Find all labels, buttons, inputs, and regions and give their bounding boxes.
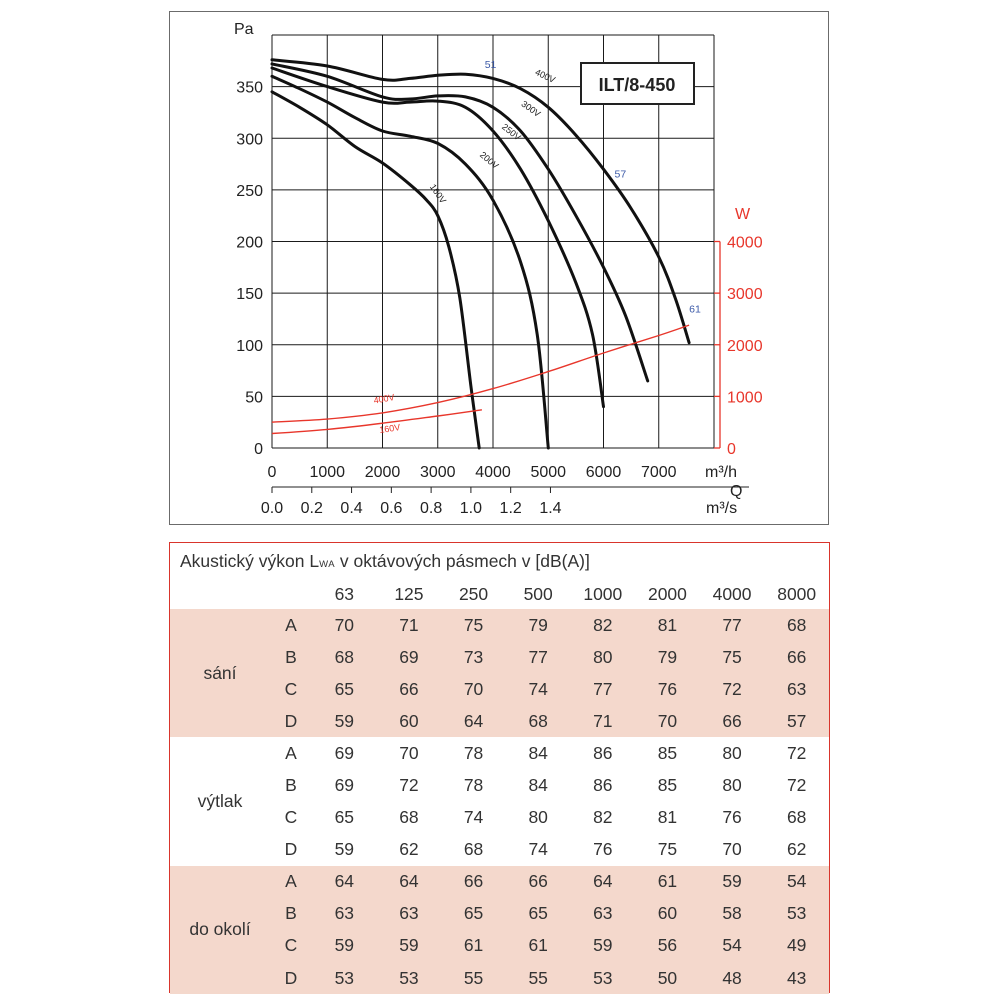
table-cell: 75 [657, 839, 678, 860]
x-tick-label-m3h: 3000 [419, 464, 456, 481]
table-cell: 53 [764, 898, 829, 930]
frequency-header: 8000 [777, 583, 817, 604]
frequency-header: 4000 [712, 583, 752, 604]
sound-level-marker: 57 [614, 168, 627, 181]
table-cell: 49 [764, 930, 829, 962]
y-tick-label-pa: 200 [236, 234, 263, 252]
table-cell: 79 [635, 641, 700, 673]
fan-performance-chart [170, 12, 828, 524]
row-letter: B [270, 898, 312, 930]
table-cell: 61 [635, 866, 700, 898]
table-cell: 72 [399, 775, 419, 796]
table-cell: 78 [463, 775, 484, 796]
y-tick-label-w: 0 [727, 441, 736, 458]
table-cell: 74 [506, 673, 571, 705]
table-cell: 76 [635, 673, 700, 705]
x-tick-label-m3s: 0.4 [340, 500, 363, 517]
table-cell: 53 [571, 962, 636, 994]
frequency-header-row [170, 579, 829, 609]
x-tick-label-m3h: 0 [267, 464, 277, 481]
table-cell: 64 [441, 705, 506, 737]
table-cell: 74 [463, 807, 484, 828]
caption-suffix: v oktávových pásmech v [dB(A)] [335, 551, 590, 571]
table-cell: 68 [764, 609, 829, 641]
y-tick-label-pa: 350 [236, 79, 263, 97]
table-cell: 57 [764, 705, 829, 737]
table-cell: 70 [399, 742, 419, 763]
acoustic-table-caption [180, 551, 590, 572]
table-cell: 70 [635, 705, 700, 737]
pressure-curve-label: 160V [427, 182, 449, 206]
table-cell: 61 [506, 930, 571, 962]
table-cell: 77 [506, 641, 571, 673]
table-cell: 55 [441, 962, 506, 994]
table-cell: 82 [593, 807, 613, 828]
chart-panel [169, 11, 829, 525]
row-letter: C [270, 930, 312, 962]
table-cell: 54 [764, 866, 829, 898]
table-cell: 60 [635, 898, 700, 930]
table-cell: 53 [377, 962, 442, 994]
table-row [170, 737, 829, 769]
table-cell: 85 [657, 742, 678, 763]
table-cell: 63 [571, 898, 636, 930]
frequency-header: 500 [523, 583, 553, 604]
header-spacer [170, 579, 270, 609]
table-cell: 80 [571, 641, 636, 673]
table-cell: 68 [399, 807, 419, 828]
table-cell: 86 [593, 742, 613, 763]
table-cell: 66 [506, 866, 571, 898]
table-cell: 72 [786, 742, 807, 763]
table-cell: 73 [441, 641, 506, 673]
table-cell: 72 [700, 673, 765, 705]
table-row [170, 609, 829, 641]
x-tick-label-m3h: 5000 [530, 464, 567, 481]
table-cell: 76 [593, 839, 613, 860]
row-letter: C [284, 807, 298, 828]
table-cell: 81 [657, 807, 678, 828]
frequency-header: 1000 [583, 583, 623, 604]
table-cell: 71 [377, 609, 442, 641]
x-tick-label-m3s: 0.2 [300, 500, 323, 517]
table-cell: 59 [377, 930, 442, 962]
x-axis-letter-q: Q [730, 483, 743, 500]
row-letter: D [284, 839, 298, 860]
table-cell: 74 [528, 839, 548, 860]
table-cell: 54 [700, 930, 765, 962]
table-cell: 70 [312, 609, 377, 641]
y-tick-label-pa: 300 [236, 131, 263, 149]
group-label: výtlak [197, 791, 243, 812]
table-cell: 69 [377, 641, 442, 673]
caption-prefix: Akustický výkon L [180, 551, 320, 571]
table-cell: 80 [722, 742, 742, 763]
x-tick-label-m3s: 0.8 [419, 500, 443, 517]
table-cell: 75 [441, 609, 506, 641]
table-cell: 59 [312, 930, 377, 962]
y-tick-label-w: 2000 [727, 337, 763, 355]
table-cell: 65 [334, 807, 355, 828]
y-tick-label-pa: 150 [236, 286, 263, 304]
x-tick-label-m3s: 1.4 [539, 500, 562, 517]
table-cell: 55 [506, 962, 571, 994]
table-cell: 85 [657, 775, 678, 796]
table-cell: 43 [764, 962, 829, 994]
header-spacer [270, 579, 312, 609]
frequency-header: 2000 [647, 583, 687, 604]
table-cell: 80 [528, 807, 548, 828]
group-label: sání [170, 609, 270, 737]
table-cell: 82 [571, 609, 636, 641]
x-tick-label-m3s: 1.2 [499, 500, 522, 517]
power-curve-label: 400V [372, 392, 396, 406]
y-tick-label-pa: 100 [236, 337, 263, 355]
y-axis-unit-pa: Pa [234, 21, 254, 38]
y-axis-unit-w: W [735, 206, 751, 223]
table-cell: 77 [700, 609, 765, 641]
y-tick-label-pa: 0 [254, 441, 263, 458]
table-cell: 50 [635, 962, 700, 994]
model-label: ILT/8-450 [598, 75, 676, 95]
table-cell: 64 [571, 866, 636, 898]
table-cell: 76 [722, 807, 742, 828]
row-letter: A [270, 609, 312, 641]
row-letter: B [285, 775, 297, 796]
y-tick-label-w: 1000 [727, 389, 763, 407]
y-tick-label-w: 3000 [727, 286, 763, 304]
table-row [170, 866, 829, 898]
table-cell: 63 [312, 898, 377, 930]
pressure-curve-label: 250V [500, 121, 523, 143]
table-cell: 68 [312, 641, 377, 673]
row-letter: D [270, 705, 312, 737]
x-axis-unit-m3s: m³/s [706, 500, 738, 517]
table-cell: 86 [593, 775, 613, 796]
table-cell: 68 [506, 705, 571, 737]
pressure-curve-label: 200V [477, 149, 501, 171]
table-cell: 62 [786, 839, 807, 860]
table-cell: 58 [700, 898, 765, 930]
x-tick-label-m3s: 0.0 [260, 500, 284, 517]
table-cell: 59 [334, 839, 355, 860]
y-tick-label-pa: 250 [236, 182, 263, 200]
x-tick-label-m3s: 0.6 [380, 500, 403, 517]
table-cell: 80 [722, 775, 742, 796]
table-cell: 69 [334, 775, 355, 796]
row-letter: C [270, 673, 312, 705]
acoustic-table-body [170, 609, 829, 994]
table-cell: 63 [764, 673, 829, 705]
frequency-header: 125 [394, 583, 424, 604]
table-cell: 69 [334, 742, 355, 763]
pressure-curve-label: 400V [533, 66, 557, 85]
table-cell: 81 [635, 609, 700, 641]
row-letter: A [270, 866, 312, 898]
power-curve-label: 160V [378, 422, 401, 436]
y-tick-label-w: 4000 [727, 234, 763, 252]
table-cell: 62 [399, 839, 419, 860]
acoustic-power-table [170, 579, 829, 994]
table-cell: 56 [635, 930, 700, 962]
frequency-header: 250 [458, 583, 489, 604]
table-cell: 79 [506, 609, 571, 641]
x-tick-label-m3h: 1000 [309, 464, 346, 481]
row-letter: A [285, 742, 297, 763]
table-cell: 71 [571, 705, 636, 737]
sound-level-marker: 61 [689, 303, 701, 316]
power-curve-400v [272, 325, 689, 422]
pressure-curve-label: 300V [519, 98, 543, 119]
table-cell: 84 [528, 742, 548, 763]
table-cell: 59 [700, 866, 765, 898]
table-cell: 66 [441, 866, 506, 898]
x-tick-label-m3h: 7000 [640, 464, 677, 481]
table-cell: 66 [377, 673, 442, 705]
acoustic-table-panel [169, 542, 830, 993]
row-letter: B [270, 641, 312, 673]
frequency-header: 63 [334, 583, 355, 604]
x-tick-label-m3h: 6000 [585, 464, 622, 481]
table-cell: 70 [441, 673, 506, 705]
table-cell: 65 [506, 898, 571, 930]
table-cell: 65 [312, 673, 377, 705]
table-cell: 78 [463, 742, 484, 763]
table-cell: 59 [571, 930, 636, 962]
x-tick-label-m3h: 2000 [364, 464, 401, 481]
x-tick-label-m3h: 4000 [475, 464, 511, 481]
table-cell: 75 [700, 641, 765, 673]
table-cell: 48 [700, 962, 765, 994]
row-letter: D [270, 962, 312, 994]
table-cell: 61 [441, 930, 506, 962]
table-cell: 84 [528, 775, 548, 796]
table-cell: 68 [463, 839, 484, 860]
table-cell: 72 [786, 775, 807, 796]
table-cell: 64 [377, 866, 442, 898]
x-axis-unit-m3h: m³/h [705, 464, 737, 481]
table-cell: 60 [377, 705, 442, 737]
table-cell: 64 [312, 866, 377, 898]
y-tick-label-pa: 50 [245, 389, 263, 407]
sound-level-marker: 51 [484, 59, 497, 72]
table-cell: 59 [312, 705, 377, 737]
table-cell: 65 [441, 898, 506, 930]
table-cell: 66 [764, 641, 829, 673]
table-cell: 70 [722, 839, 742, 860]
table-cell: 53 [312, 962, 377, 994]
caption-subscript: WA [319, 559, 336, 570]
table-cell: 66 [700, 705, 765, 737]
table-cell: 77 [571, 673, 636, 705]
table-cell: 63 [377, 898, 442, 930]
group-label: do okolí [170, 866, 270, 994]
table-cell: 68 [786, 807, 807, 828]
x-tick-label-m3s: 1.0 [459, 500, 483, 517]
